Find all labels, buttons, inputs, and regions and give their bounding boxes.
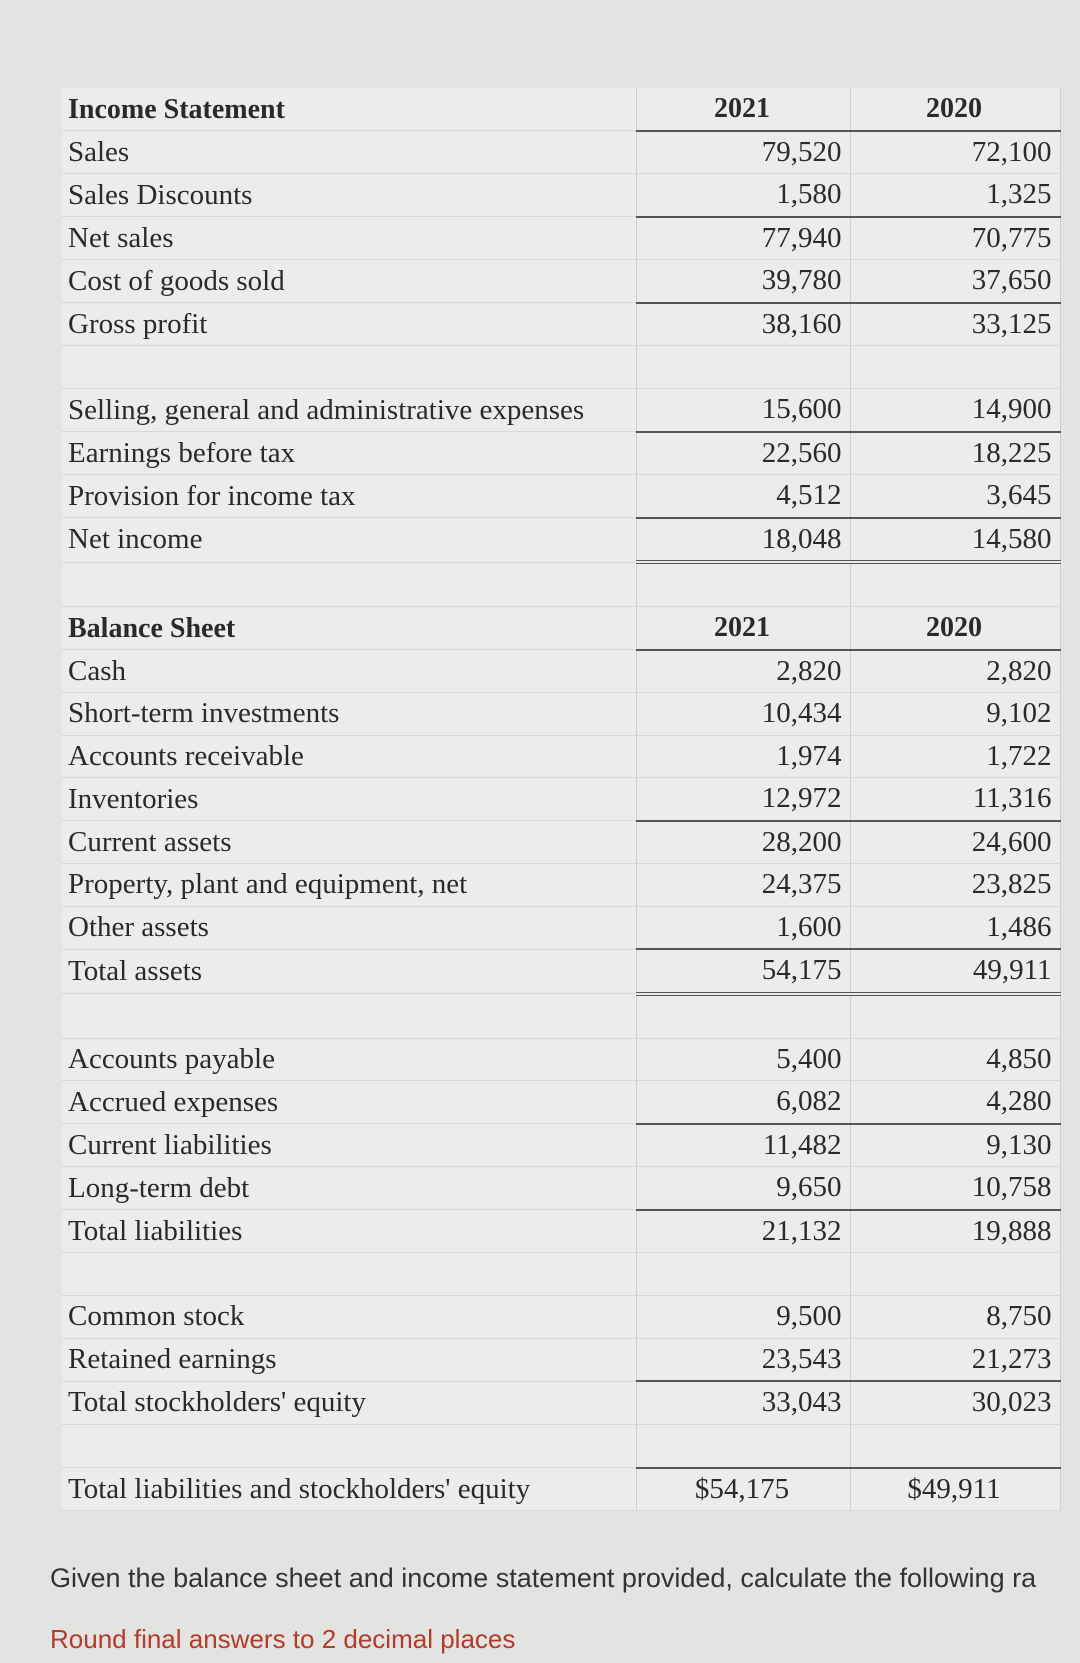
table-row: [62, 303, 1060, 346]
rounding-note: Round final answers to 2 decimal places: [50, 1624, 516, 1654]
table-row: [62, 693, 1060, 736]
row-label: Accounts payable: [62, 1038, 636, 1081]
value-2020: 9,102: [850, 693, 1060, 736]
row-label: Total liabilities: [62, 1210, 636, 1253]
value-2020: $49,911: [850, 1468, 1060, 1511]
table-row: [62, 389, 1060, 432]
row-label: Retained earnings: [62, 1338, 636, 1381]
value-2020: 4,850: [850, 1038, 1060, 1081]
value-2020: 30,023: [850, 1381, 1060, 1424]
row-label: Cost of goods sold: [62, 260, 636, 303]
table-row: [62, 1338, 1060, 1381]
value-2020: 11,316: [850, 778, 1060, 821]
row-label: Net sales: [62, 217, 636, 260]
value-2020: 14,580: [850, 518, 1060, 563]
row-label: Inventories: [62, 778, 636, 821]
value-2021: 33,043: [636, 1381, 850, 1424]
row-label: Total assets: [62, 949, 636, 994]
table-row: [62, 1081, 1060, 1124]
value-2021: 1,600: [636, 906, 850, 949]
row-label: Current assets: [62, 821, 636, 864]
spacer-row: [62, 1424, 1060, 1468]
table-row: [62, 260, 1060, 303]
spacer-row: [62, 1253, 1060, 1296]
value-2021: 21,132: [636, 1210, 850, 1253]
value-2021: 79,520: [636, 131, 850, 174]
income-statement-title: Income Statement: [62, 88, 636, 131]
income-statement-header-row: [62, 88, 1060, 131]
table-row: [62, 821, 1060, 864]
financial-spreadsheet: [62, 88, 1060, 1511]
table-row: [62, 778, 1060, 821]
row-label: Gross profit: [62, 303, 636, 346]
value-2021: 38,160: [636, 303, 850, 346]
table-row: [62, 735, 1060, 778]
row-label: Earnings before tax: [62, 432, 636, 475]
table-row: [62, 1038, 1060, 1081]
value-2021: 54,175: [636, 949, 850, 994]
value-2020: 33,125: [850, 303, 1060, 346]
row-label: Sales Discounts: [62, 174, 636, 217]
value-2020: 10,758: [850, 1167, 1060, 1210]
value-2020: 23,825: [850, 864, 1060, 907]
table-row: [62, 650, 1060, 693]
value-2021: 77,940: [636, 217, 850, 260]
value-2020: 3,645: [850, 475, 1060, 518]
value-2020: 18,225: [850, 432, 1060, 475]
value-2020: 37,650: [850, 260, 1060, 303]
value-2020: 49,911: [850, 949, 1060, 994]
table-row: [62, 1468, 1060, 1511]
table-row: [62, 217, 1060, 260]
value-2020: 24,600: [850, 821, 1060, 864]
table-row: [62, 131, 1060, 174]
table-row: [62, 1167, 1060, 1210]
row-label: Selling, general and administrative expenses: [62, 389, 636, 432]
table-row: [62, 1381, 1060, 1424]
row-label: Net income: [62, 518, 636, 563]
spacer-row: [62, 562, 1060, 607]
value-2021: 28,200: [636, 821, 850, 864]
financial-table: [62, 88, 1061, 1511]
row-label: Common stock: [62, 1296, 636, 1339]
value-2021: 12,972: [636, 778, 850, 821]
table-row: [62, 906, 1060, 949]
value-2020: 19,888: [850, 1210, 1060, 1253]
value-2020: 4,280: [850, 1081, 1060, 1124]
row-label: Provision for income tax: [62, 475, 636, 518]
value-2020: 1,325: [850, 174, 1060, 217]
table-row: [62, 518, 1060, 563]
row-label: Total liabilities and stockholders' equity: [62, 1468, 636, 1511]
row-label: Current liabilities: [62, 1124, 636, 1167]
year-header-2020: 2020: [850, 607, 1060, 650]
table-row: [62, 1124, 1060, 1167]
row-label: Cash: [62, 650, 636, 693]
value-2021: 22,560: [636, 432, 850, 475]
row-label: Other assets: [62, 906, 636, 949]
value-2021: 2,820: [636, 650, 850, 693]
year-header-2021: 2021: [636, 88, 850, 131]
table-row: [62, 432, 1060, 475]
value-2021: 18,048: [636, 518, 850, 563]
value-2021: 23,543: [636, 1338, 850, 1381]
value-2021: 39,780: [636, 260, 850, 303]
value-2021: 9,500: [636, 1296, 850, 1339]
row-label: Property, plant and equipment, net: [62, 864, 636, 907]
value-2021: 4,512: [636, 475, 850, 518]
table-row: [62, 864, 1060, 907]
table-row: [62, 1296, 1060, 1339]
value-2020: 21,273: [850, 1338, 1060, 1381]
value-2020: 9,130: [850, 1124, 1060, 1167]
value-2021: $54,175: [636, 1468, 850, 1511]
year-header-2020: 2020: [850, 88, 1060, 131]
value-2020: 14,900: [850, 389, 1060, 432]
row-label: Accrued expenses: [62, 1081, 636, 1124]
table-row: [62, 949, 1060, 994]
value-2020: 72,100: [850, 131, 1060, 174]
value-2021: 11,482: [636, 1124, 850, 1167]
value-2021: 5,400: [636, 1038, 850, 1081]
row-label: Total stockholders' equity: [62, 1381, 636, 1424]
year-header-2021: 2021: [636, 607, 850, 650]
question-text: Given the balance sheet and income statement provided, calculate the following ra: [50, 1563, 1037, 1593]
value-2021: 6,082: [636, 1081, 850, 1124]
value-2021: 10,434: [636, 693, 850, 736]
value-2021: 15,600: [636, 389, 850, 432]
row-label: Sales: [62, 131, 636, 174]
value-2020: 8,750: [850, 1296, 1060, 1339]
value-2020: 1,722: [850, 735, 1060, 778]
row-label: Short-term investments: [62, 693, 636, 736]
table-row: [62, 475, 1060, 518]
value-2021: 9,650: [636, 1167, 850, 1210]
spacer-row: [62, 346, 1060, 389]
value-2021: 24,375: [636, 864, 850, 907]
value-2021: 1,580: [636, 174, 850, 217]
spacer-row: [62, 994, 1060, 1039]
row-label: Long-term debt: [62, 1167, 636, 1210]
table-row: [62, 174, 1060, 217]
balance-sheet-header-row: [62, 607, 1060, 650]
balance-sheet-title: Balance Sheet: [62, 607, 636, 650]
value-2020: 70,775: [850, 217, 1060, 260]
value-2020: 1,486: [850, 906, 1060, 949]
table-row: [62, 1210, 1060, 1253]
value-2020: 2,820: [850, 650, 1060, 693]
row-label: Accounts receivable: [62, 735, 636, 778]
value-2021: 1,974: [636, 735, 850, 778]
